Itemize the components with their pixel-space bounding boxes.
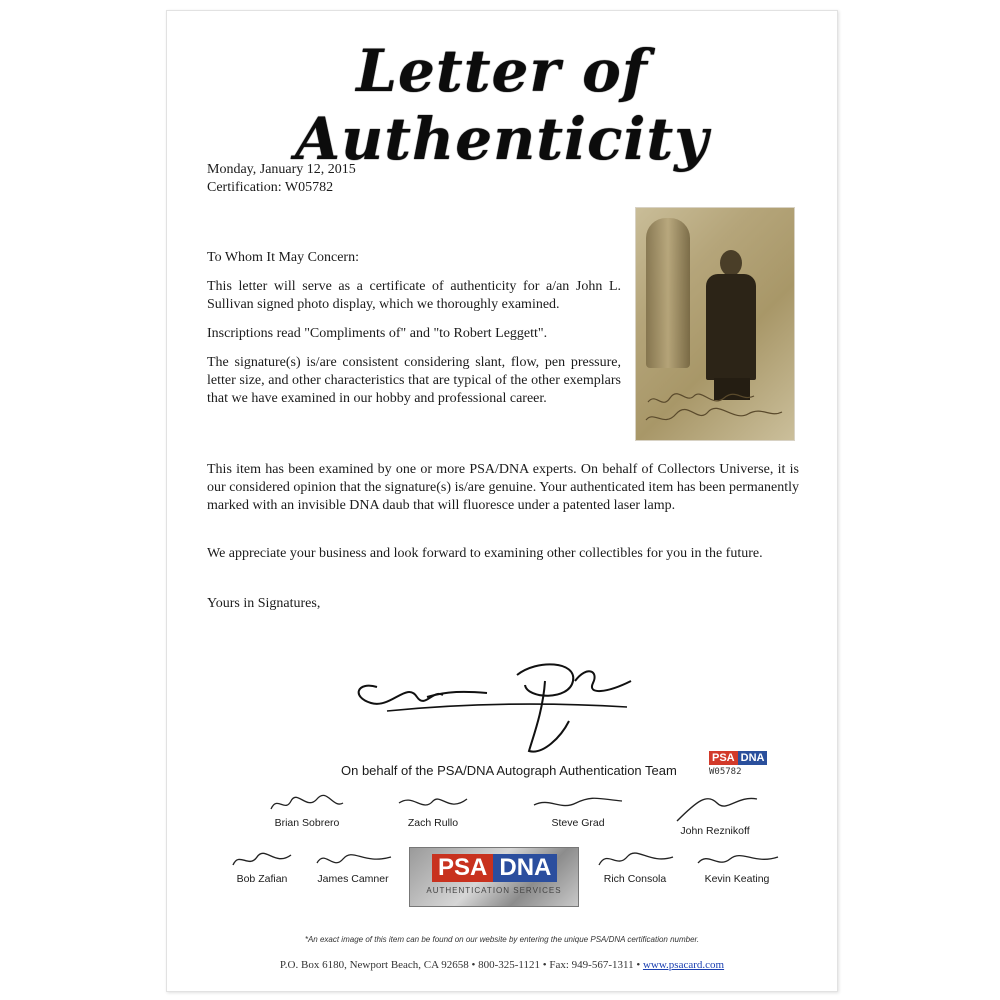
authenticator-john-reznikoff <box>655 791 775 837</box>
authenticator-signature <box>667 791 763 825</box>
psa-dna-stamp <box>709 751 767 781</box>
badge-dna: DNA <box>493 854 557 882</box>
authenticator-james-camner <box>303 847 403 885</box>
authenticator-signature <box>227 847 297 873</box>
photo-figure-head <box>720 250 742 276</box>
authenticator-signature <box>393 791 473 817</box>
authenticator-signature <box>692 847 782 873</box>
closing: Yours in Signatures, <box>207 596 321 611</box>
authenticator-signature <box>311 847 395 873</box>
authenticator-name: Bob Zafian <box>236 873 288 885</box>
authenticator-name: Kevin Keating <box>704 873 770 885</box>
badge-psa: PSA <box>432 854 493 882</box>
team-signature <box>347 641 637 771</box>
photo-figure-body <box>706 274 756 380</box>
stamp-dna: DNA <box>738 751 768 765</box>
photo-inscription-signature <box>642 388 788 432</box>
photo-curtain <box>646 218 690 368</box>
paragraph-inscriptions: Inscriptions read "Compliments of" and "to Robert Leggett". <box>207 326 548 341</box>
authenticator-name: Brian Sobrero <box>274 817 340 829</box>
psa-dna-logo-badge <box>409 847 579 907</box>
stamp-logo <box>709 751 767 765</box>
footer <box>167 959 837 971</box>
letter-date: Monday, January 12, 2015 <box>207 162 356 177</box>
authenticator-name: James Camner <box>317 873 389 885</box>
authenticator-zach-rullo <box>383 791 483 829</box>
salutation: To Whom It May Concern: <box>207 250 359 265</box>
letter-body <box>207 249 621 419</box>
stamp-code: W05782 <box>709 767 742 777</box>
signed-photo <box>635 207 795 441</box>
authenticator-rich-consola <box>585 847 685 885</box>
authenticator-name: Steve Grad <box>551 817 605 829</box>
fine-print: *An exact image of this item can be found on our website by entering the unique PSA/DNA certification number. <box>304 935 700 944</box>
paragraph-item: This letter will serve as a certificate of authenticity for a/an John L. Sullivan signed photo display, which we thoroughly examined. <box>207 279 621 312</box>
paragraph-signature-analysis: The signature(s) is/are consistent considering slant, flow, pen pressure, letter size, and other characteristics that are typical of the other exemplars that we have examined in our hobby and professional career. <box>207 355 621 406</box>
authenticator-kevin-keating <box>687 847 787 885</box>
authenticator-bob-zafian <box>217 847 307 885</box>
letter-meta <box>207 161 356 197</box>
letter-title: Letter of Authenticity <box>295 37 709 173</box>
authenticator-name: Zach Rullo <box>407 817 459 829</box>
authenticator-signature <box>267 791 347 817</box>
authenticator-name: John Reznikoff <box>680 825 750 837</box>
authenticator-steve-grad <box>523 791 633 829</box>
paragraph-thanks: We appreciate your business and look forward to examining other collectibles for you in the future. <box>207 546 763 561</box>
on-behalf-text: On behalf of the PSA/DNA Autograph Authentication Team <box>341 763 677 778</box>
certification-number: Certification: W05782 <box>207 180 334 195</box>
authenticator-signature <box>530 791 626 817</box>
paragraph-experts: This item has been examined by one or more PSA/DNA experts. On behalf of Collectors Universe, it is our considered opinion that the signature(s) is/are genuine. Your authenticated item has been permanently marked with an invisible DNA daub that will fluoresce under a patented laser lamp. <box>207 462 799 513</box>
authenticator-brian-sobrero <box>257 791 357 829</box>
authenticator-name: Rich Consola <box>603 873 667 885</box>
badge-tagline: AUTHENTICATION SERVICES <box>426 886 562 895</box>
badge-logo <box>432 854 557 882</box>
footer-address: P.O. Box 6180, Newport Beach, CA 92658 • 800-325-1121 • Fax: 949-567-1311 • <box>279 959 641 971</box>
footer-website-link[interactable]: www.psacard.com <box>642 959 725 971</box>
authenticator-signature <box>593 847 677 873</box>
letter-page <box>166 10 838 992</box>
stamp-psa: PSA <box>709 751 738 765</box>
